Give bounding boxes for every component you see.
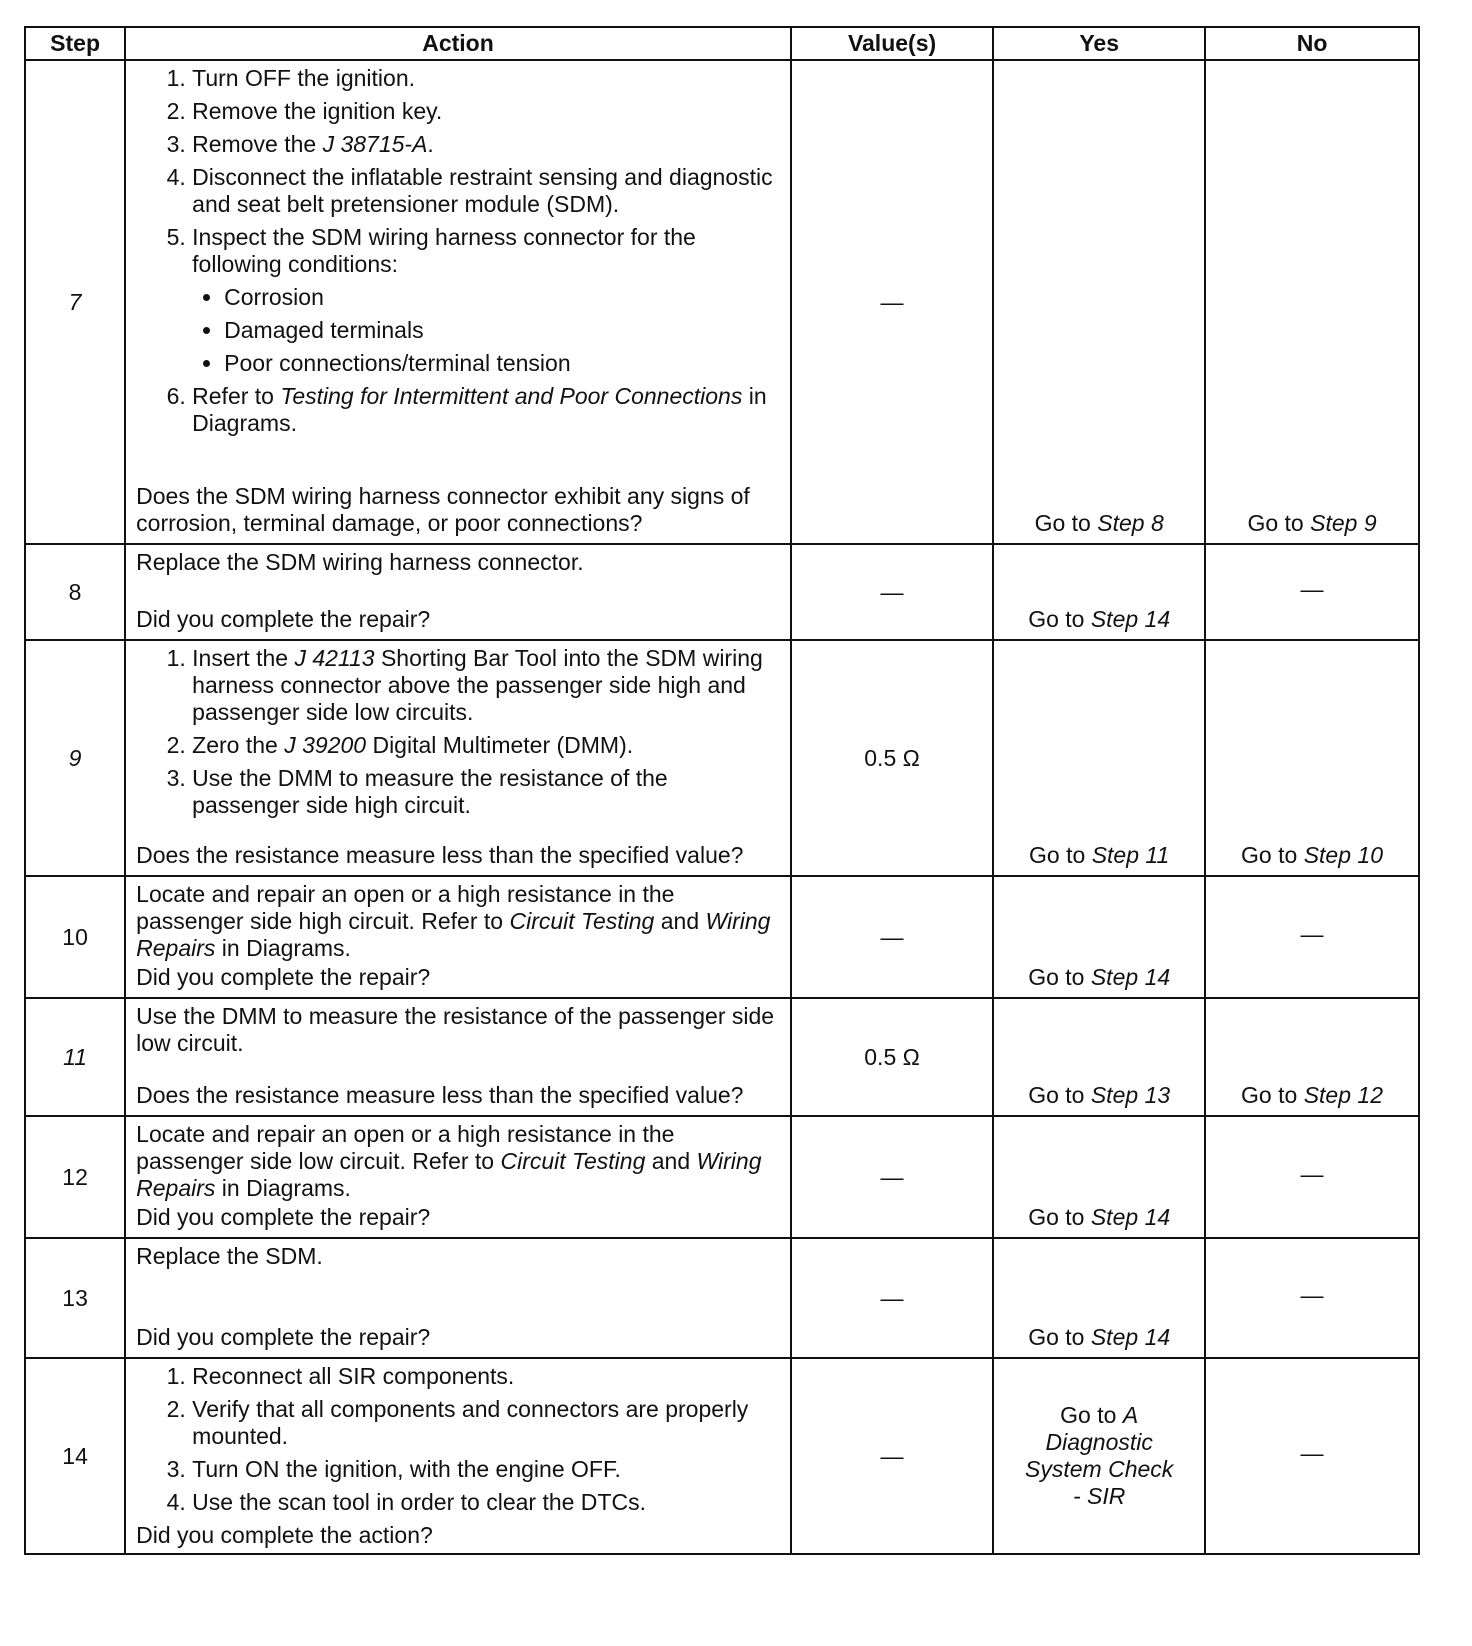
value-cell: 0.5 Ω (791, 640, 993, 876)
step-number: 7 (25, 60, 125, 544)
step-link: 10 (1357, 842, 1384, 868)
value-cell: — (791, 544, 993, 640)
step-link: Step (1090, 1082, 1139, 1108)
table-row (25, 544, 1419, 640)
header-yes: Yes (993, 27, 1205, 60)
action-steps (136, 65, 780, 443)
text: Go to (1028, 1204, 1085, 1230)
step-link: 13 (1144, 1082, 1171, 1108)
text: in Diagrams. (192, 383, 767, 436)
text: Inspect the SDM wiring harness connector for the following conditions: (192, 224, 696, 277)
action-step: 1. Turn OFF the ignition. (192, 65, 780, 92)
yes-cell (993, 544, 1205, 640)
condition-item: • Poor connections/terminal tension (224, 350, 780, 377)
doc-ref: Circuit Testing (500, 1148, 646, 1174)
yes-cell (993, 640, 1205, 876)
text: Zero the (192, 732, 285, 758)
yes-cell (993, 1358, 1205, 1554)
action-step: 4. Use the scan tool in order to clear the DTCs. (192, 1489, 780, 1516)
yes-cell (993, 1238, 1205, 1358)
tool-ref: J 38715-A (322, 131, 428, 157)
action-text: Use the DMM to measure the resistance of the passenger side low circuit. (136, 1003, 775, 1056)
text: Go to (1028, 1082, 1085, 1108)
action-steps (136, 1363, 780, 1522)
action-step (192, 383, 780, 437)
table-row (25, 60, 1419, 544)
action-cell (125, 60, 791, 544)
action-cell (125, 876, 791, 998)
step-link: 14 (1144, 1324, 1171, 1350)
action-text (136, 881, 780, 962)
step-link: Step (1090, 1324, 1139, 1350)
header-step: Step (25, 27, 125, 60)
question: Did you complete the repair? (136, 606, 431, 632)
no-cell: — (1205, 1238, 1419, 1358)
text: Go to (1241, 1082, 1298, 1108)
step-link: 9 (1363, 510, 1377, 536)
no-cell: — (1205, 1358, 1419, 1554)
text: Go to (1029, 842, 1086, 868)
step-number: 11 (25, 998, 125, 1116)
question: Does the resistance measure less than the specified value? (136, 1082, 744, 1108)
tool-ref: J 42113 (294, 645, 375, 671)
step-link: Step (1097, 510, 1145, 536)
action-cell (125, 998, 791, 1116)
no-cell (1205, 998, 1419, 1116)
doc-ref: Testing for Intermittent and Poor Connections (280, 383, 743, 409)
header-no: No (1205, 27, 1419, 60)
action-cell (125, 1238, 791, 1358)
value-cell: — (791, 1116, 993, 1238)
table-row (25, 876, 1419, 998)
table-row (25, 998, 1419, 1116)
step-link: Step (1303, 842, 1352, 868)
text: Shorting Bar Tool into the SDM wiring harness connector above the passenger side high and passenger side low circuits. (192, 645, 763, 725)
text: Go to (1028, 606, 1085, 632)
step-link: 14 (1144, 606, 1171, 632)
no-cell (1205, 60, 1419, 544)
action-step: 4. Disconnect the inflatable restraint sensing and diagnostic and seat belt pretensioner module (SDM). (192, 164, 780, 218)
yes-cell (993, 998, 1205, 1116)
step-link: Step (1310, 510, 1358, 536)
doc-ref: Wiring Repairs (136, 1148, 762, 1201)
yes-cell (993, 876, 1205, 998)
condition-item: • Damaged terminals (224, 317, 780, 344)
text: Digital Multimeter (DMM). (366, 732, 634, 758)
no-cell: — (1205, 876, 1419, 998)
action-cell (125, 1116, 791, 1238)
question: Did you complete the repair? (136, 1204, 431, 1230)
table-row (25, 1238, 1419, 1358)
question: Did you complete the repair? (136, 1324, 431, 1350)
step-link: Step (1090, 1204, 1139, 1230)
action-step (192, 645, 780, 726)
condition-list (192, 284, 780, 377)
action-step (192, 131, 780, 158)
action-cell (125, 640, 791, 876)
question: Does the resistance measure less than the specified value? (136, 842, 744, 868)
value-cell: — (791, 1358, 993, 1554)
no-cell: — (1205, 1116, 1419, 1238)
header-values: Value(s) (791, 27, 993, 60)
text: Go to (1028, 964, 1085, 990)
value-cell: — (791, 876, 993, 998)
text: Insert the (192, 645, 295, 671)
step-link: Step (1091, 842, 1140, 868)
step-link: Step (1090, 606, 1139, 632)
value-cell: — (791, 60, 993, 544)
action-step: 1. Reconnect all SIR components. (192, 1363, 780, 1390)
action-step: 3. Use the DMM to measure the resistance of the passenger side high circuit. (192, 765, 780, 819)
step-link: Step (1303, 1082, 1352, 1108)
action-cell (125, 544, 791, 640)
step-link: 11 (1145, 842, 1170, 868)
text: and (645, 1148, 697, 1174)
action-steps (136, 645, 780, 825)
header-action: Action (125, 27, 791, 60)
text: Locate and repair an open or a high resistance in the passenger side low circuit. Refer to (136, 1121, 675, 1174)
action-step: 2. Verify that all components and connectors are properly mounted. (192, 1396, 780, 1450)
step-link: 14 (1144, 964, 1171, 990)
text: Go to (1247, 510, 1304, 536)
no-cell (1205, 640, 1419, 876)
value-cell: — (791, 1238, 993, 1358)
text: Refer to (192, 383, 281, 409)
header-row (25, 27, 1419, 60)
yes-cell (993, 1116, 1205, 1238)
question: Does the SDM wiring harness connector exhibit any signs of corrosion, terminal damage, or poor connections? (136, 483, 750, 536)
yes-cell (993, 60, 1205, 544)
question: Did you complete the action? (136, 1522, 433, 1548)
action-text: Replace the SDM wiring harness connector. (136, 549, 584, 575)
action-step: 2. Remove the ignition key. (192, 98, 780, 125)
step-link: Step (1090, 964, 1139, 990)
action-step: 3. Turn ON the ignition, with the engine OFF. (192, 1456, 780, 1483)
table-row (25, 1358, 1419, 1554)
text: Go to (1034, 510, 1091, 536)
doc-ref: Circuit Testing (509, 908, 655, 934)
no-cell: — (1205, 544, 1419, 640)
action-text: Replace the SDM. (136, 1243, 323, 1269)
step-link: 14 (1144, 1204, 1171, 1230)
text: and (654, 908, 706, 934)
value-cell: 0.5 Ω (791, 998, 993, 1116)
condition-item: • Corrosion (224, 284, 780, 311)
step-number: 9 (25, 640, 125, 876)
text: in Diagrams. (215, 1175, 351, 1201)
tool-ref: J 39200 (284, 732, 367, 758)
text: . (427, 131, 434, 157)
step-link: 8 (1150, 510, 1164, 536)
action-cell (125, 1358, 791, 1554)
question: Did you complete the repair? (136, 964, 431, 990)
text: Locate and repair an open or a high resistance in the passenger side high circuit. Refer to (136, 881, 675, 934)
step-link: 12 (1357, 1082, 1384, 1108)
text: Go to (1060, 1402, 1117, 1428)
doc-ref: Wiring Repairs (136, 908, 771, 961)
step-number: 10 (25, 876, 125, 998)
text: Go to (1028, 1324, 1085, 1350)
text: Go to (1241, 842, 1298, 868)
action-step (192, 224, 780, 377)
table-row (25, 640, 1419, 876)
text: in Diagrams. (215, 935, 351, 961)
text: Remove the (192, 131, 323, 157)
step-number: 13 (25, 1238, 125, 1358)
diagnostic-table (24, 26, 1420, 1555)
step-number: 14 (25, 1358, 125, 1554)
step-number: 8 (25, 544, 125, 640)
action-text (136, 1121, 780, 1202)
doc-ref: A Diagnostic System Check - SIR (1025, 1402, 1174, 1509)
table-row (25, 1116, 1419, 1238)
action-step (192, 732, 780, 759)
step-number: 12 (25, 1116, 125, 1238)
